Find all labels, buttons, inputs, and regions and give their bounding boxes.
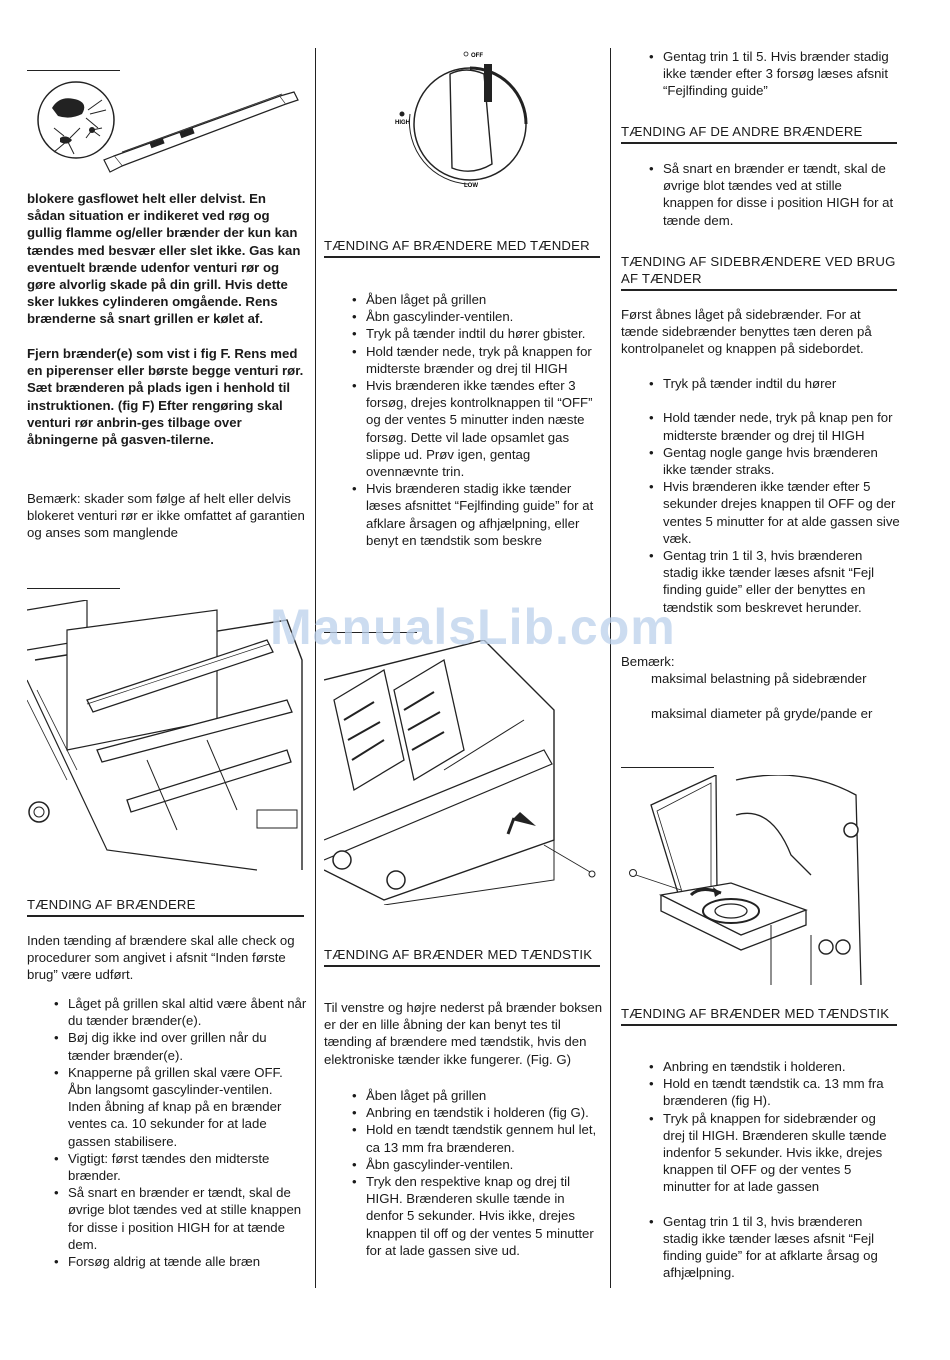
venturi-insect-figure [30, 78, 310, 174]
warning-text: blokere gasflowet helt eller delvist. En sådan situation er indikeret ved røg og gullig flamme og/eller brænder der kun kan tændes med besvær eller slet ikke. Gas kan eventuelt brænde udenfor venturi rør og gøre alvorlig skade på din grill. Hvis dette sker lukkes cylinderen omgående. Rens brænderne så snart grillen er kølet af. [27, 191, 301, 327]
list-item: • Så snart en brænder er tændt, skal de øvrige blot tændes ved at stille knappen for disse i position HIGH for at tænde dem. [54, 1184, 309, 1253]
list-item: • Så snart en brænder er tændt, skal de øvrige blot tændes ved at stille knappen for disse i position HIGH for at tænde dem. [649, 160, 894, 229]
figure-rule-1 [27, 70, 120, 71]
knob-label-off: OFF [471, 53, 483, 59]
column-rule-1 [315, 48, 316, 1288]
note-line-2: maksimal diameter på gryde/pande er [651, 706, 873, 721]
igniter-steps [352, 291, 602, 549]
warning-text-2: Fjern brænder(e) som vist i fig F. Rens med en piperenser eller børste begge venturi rør. Sæt brænderen på plads igen i henhold til instruktionen. (fig F) Efter rengøring skal venturi rør anbrin-ges tilbage over åbningerne på gasven-tilerne. [27, 346, 304, 448]
repeat-steps [649, 48, 889, 100]
list-item: • Tryk på knappen for sidebrænder og drej til HIGH. Brænderen skulle tænde indenfor 5 sekunder. Hvis ikke, drejes knappen til OFF og der ventes 5 minutter for at lade gassen [649, 1110, 899, 1196]
list-item: • Hvis brænderen ikke tænder efter 5 sekunder drejes knappen til OFF og der ventes 5 minutter for at alde gassen sive væk. [649, 478, 901, 547]
list-item: • Gentag nogle gange hvis brænderen ikke tænder straks. [649, 444, 901, 478]
control-knob-figure [380, 44, 540, 194]
list-item: • Låget på grillen skal altid være åbent når du tænder brænder(e). [54, 995, 309, 1029]
match-lighting-figure [324, 640, 604, 905]
list-item: • Åbn gascylinder-ventilen. [352, 308, 602, 325]
column-rule-2 [610, 48, 611, 1288]
list-item: • Hvis brænderen stadig ikke tænder læses afsnittet “Fejlfinding guide” for at afklare årsagen og afhjælpning, eller benyt en tændstik som beskre [352, 480, 602, 549]
list-item: • Anbring en tændstik i holderen. [649, 1058, 899, 1075]
intro-text: Inden tænding af brændere skal alle check og procedurer som angivet i afsnit “Inden første brug” være udført. [27, 933, 295, 983]
list-item: • Anbring en tændstik i holderen (fig G). [352, 1104, 604, 1121]
side-match-steps [649, 1058, 899, 1282]
side-burner-intro: Først åbnes låget på sidebrænder. For at tænde sidebrænder benyttes tæn deren på kontrolpanelet og knappen på sidebordet. [621, 307, 872, 357]
match-steps [352, 1087, 604, 1259]
list-item: • Vigtigt: først tændes den midterste brænder. [54, 1150, 309, 1184]
note-line-1: maksimal belastning på sidebrænder [651, 671, 867, 686]
list-item: • Gentag trin 1 til 3, hvis brænderen stadig ikke tænder læses afsnit “Fejl finding guide” eller der benyttes en tændstik som beskrevet herunder. [649, 547, 901, 616]
knob-label-high: HIGH [395, 120, 410, 126]
side-burner-steps [649, 375, 901, 616]
burner-removal-figure [27, 600, 307, 872]
list-item: • Åbn gascylinder-ventilen. [352, 1156, 604, 1173]
list-item: • Gentag trin 1 til 3, hvis brænderen stadig ikke tænder læses afsnit “Fejl finding guide” for at afklarte årsag og afhjælpning. [649, 1213, 899, 1282]
match-intro-text: Til venstre og højre nederst på brænder boksen er der en lille åbning der kan benyt tes til tænding af brændere med tændstik, hvis den elektroniske tænder ikke fungerer. (Fig. G) [324, 1000, 603, 1067]
heading-lighting-burners: TÆNDING AF BRÆNDERE [27, 896, 304, 917]
list-item: • Tryk på tænder indtil du hører gbister. [352, 325, 602, 342]
list-item: • Åben låget på grillen [352, 291, 602, 308]
heading-igniter: TÆNDING AF BRÆNDERE MED TÆNDER [324, 237, 600, 258]
heading-match-lighting: TÆNDING AF BRÆNDER MED TÆNDSTIK [324, 946, 600, 967]
list-item: • Hold en tændt tændstik ca. 13 mm fra brænderen (fig H). [649, 1075, 899, 1109]
other-burners-steps [649, 160, 894, 229]
list-item: • Forsøg aldrig at tænde alle bræn [54, 1253, 309, 1270]
safety-bullet-list [54, 995, 309, 1270]
list-item: • Hold tænder nede, tryk på knappen for midterste brænder og drej til HIGH [352, 343, 602, 377]
heading-other-burners: TÆNDING AF DE ANDRE BRÆNDERE [621, 123, 897, 144]
figure-rule-2 [27, 588, 120, 589]
figure-rule-4 [621, 767, 714, 768]
side-burner-figure [621, 775, 866, 985]
list-item: • Åben låget på grillen [352, 1087, 604, 1104]
list-item: • Bøj dig ikke ind over grillen når du tænder brænder(e). [54, 1029, 309, 1063]
list-item: • Hvis brænderen ikke tændes efter 3 forsøg, drejes kontrolknappen til “OFF” og der ventes 5 minutter inden næste forsøg. Dette vil lade opsamlet gas slippe ud. Prøv igen, gentag ovennævnte trin. [352, 377, 602, 480]
watermark: ManualsLib.com [270, 599, 676, 655]
list-item: • Tryk på tænder indtil du hører [649, 375, 901, 392]
heading-side-match: TÆNDING AF BRÆNDER MED TÆNDSTIK [621, 1005, 897, 1026]
list-item: • Gentag trin 1 til 5. Hvis brænder stadig ikke tænder efter 3 forsøg læses afsnit “Fejlfinding guide” [649, 48, 889, 100]
note-text: Bemærk: skader som følge af helt eller delvis blokeret venturi rør er ikke omfattet af garantien og anses som manglende [27, 491, 305, 541]
list-item: • Hold en tændt tændstik gennem hul let, ca 13 mm fra brænderen. [352, 1121, 604, 1155]
list-item: • Hold tænder nede, tryk på knap pen for midterste brænder og drej til HIGH [649, 409, 901, 443]
list-item: • Knapperne på grillen skal være OFF. Åbn langsomt gascylinder-ventilen. Inden åbning af knap på en brænder ventes ca. 10 sekunder for at lade gassen stabilisere. [54, 1064, 309, 1150]
list-item: • Tryk den respektive knap og drej til HIGH. Brænderen skulle tænde in denfor 5 sekunder. Hvis ikke, drejes knappen til off og der ventes 5 minutter for at lade gassen sive ud. [352, 1173, 604, 1259]
heading-side-burner: TÆNDING AF SIDEBRÆNDERE VED BRUG AF TÆNDER [621, 253, 897, 291]
knob-label-low: LOW [464, 183, 478, 189]
note-label: Bemærk: [621, 654, 675, 669]
